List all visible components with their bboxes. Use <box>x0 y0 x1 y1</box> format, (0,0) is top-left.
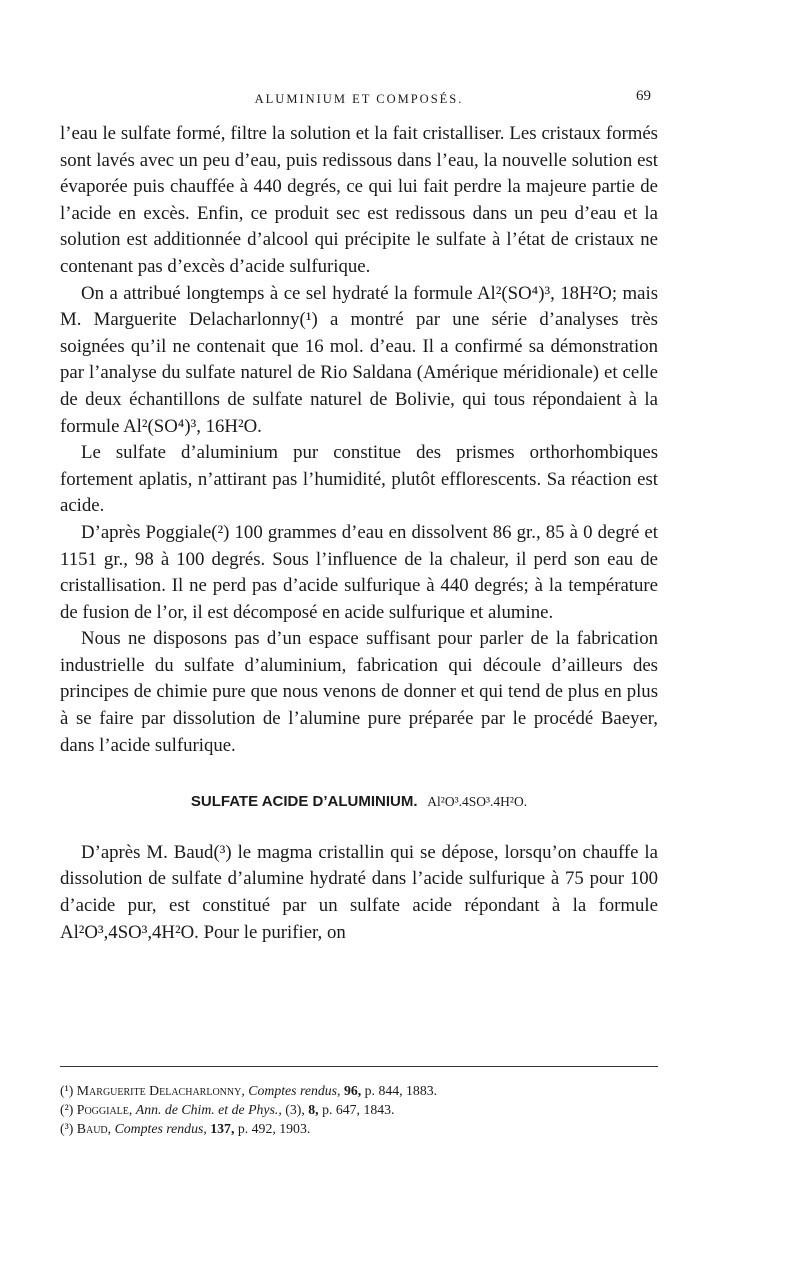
footnote-mark: (¹) <box>60 1083 74 1098</box>
footnote-author: Poggiale, <box>76 1102 133 1117</box>
footnote-series: (3), <box>285 1102 305 1117</box>
footnote-3 <box>60 1119 658 1138</box>
footnote-volume: 8, <box>308 1102 319 1117</box>
footnote-mark: (³) <box>60 1121 74 1136</box>
footnote-volume: 96, <box>343 1083 362 1098</box>
footnote-mark: (²) <box>60 1102 74 1117</box>
paragraph-properties: Le sulfate d’aluminium pur constitue des prismes orthorhombiques fortement aplatis, n’attirant pas l’humidité, plutôt efflorescents. Sa réaction est acide. <box>60 442 658 517</box>
footnote-rest: p. 647, 1843. <box>322 1102 395 1117</box>
body-text <box>60 121 658 946</box>
section-heading <box>60 789 658 816</box>
footnote-title: Ann. de Chim. et de Phys., <box>135 1102 282 1117</box>
footnote-title: Comptes rendus, <box>248 1083 341 1098</box>
paragraph-solubility: D’après Poggiale(²) 100 grammes d’eau en dissolvent 86 gr., 85 à 0 degré et 1151 gr., 98 à 100 degrés. Sous l’influence de la chaleur, il perd son eau de cristallisation. Il ne perd pas d’acide sulfurique à 440 degrés; à la température de fusion de l’or, il est décomposé en acide sulfurique et alumine. <box>60 521 658 623</box>
section-formula: Al²O³.4SO³.4H²O. <box>427 794 528 810</box>
footnote-author: Baud, <box>76 1121 112 1136</box>
running-head: ALUMINIUM ET COMPOSÉS. <box>254 92 464 106</box>
paragraph-industrial: Nous ne disposons pas d’un espace suffisant pour parler de la fabrication industrielle du sulfate d’aluminium, fabrication qui découle d’ailleurs des principes de chimie pure que nous venons de donner et qui tend de plus en plus à se faire par dissolution de l’alumine pure préparée par le procédé Baeyer, dans l’acide sulfurique. <box>60 628 658 756</box>
section-title: SULFATE ACIDE D’ALUMINIUM. <box>190 793 418 811</box>
footnote-author: Marguerite Delacharlonny, <box>76 1083 245 1098</box>
footnotes <box>60 1081 658 1138</box>
paragraph-continuation: l’eau le sulfate formé, filtre la solution et la fait cristalliser. Les cristaux formés sont lavés avec un peu d’eau, puis redissous dans l’eau, la nouvelle solution est évaporée puis chauffée à 440 degrés, ce qui lui fait perdre la majeure partie de l’acide en excès. Enfin, ce produit sec est redissous dans un peu d’eau et la solution est additionnée d’alcool qui précipite le sulfate à l’état de cristaux ne contenant pas d’excès d’acide sulfurique. <box>60 123 658 277</box>
footnote-rule <box>60 1066 658 1067</box>
footnote-title: Comptes rendus, <box>114 1121 207 1136</box>
footnote-rest: p. 844, 1883. <box>364 1083 438 1098</box>
paragraph-acid-sulfate: D’après M. Baud(³) le magma cristallin qui se dépose, lorsqu’on chauffe la dissolution de sulfate d’alumine hydraté dans l’acide sulfurique à 75 pour 100 d’acide pur, est constitué par un sulfate acide répondant à la formule Al²O³,4SO³,4H²O. Pour le purifier, on <box>60 841 658 943</box>
footnote-1 <box>60 1081 658 1100</box>
footnote-rest: p. 492, 1903. <box>237 1121 311 1136</box>
footnote-volume: 137, <box>210 1121 235 1136</box>
footnote-2 <box>60 1100 658 1119</box>
paragraph-formula-history: On a attribué longtemps à ce sel hydraté la formule Al²(SO⁴)³, 18H²O; mais M. Marguerite Delacharlonny(¹) a montré par une série d’analyses très soignées qu’il ne contenait que 16 mol. d’eau. Il a confirmé sa démonstration par l’analyse du sulfate naturel de Rio Saldana (Amérique méridionale) et celle de deux échantillons de sulfate naturel de Bolivie, qui tous répondaient à la formule Al²(SO⁴)³, 16H²O. <box>60 282 658 437</box>
page-number: 69 <box>636 88 651 104</box>
